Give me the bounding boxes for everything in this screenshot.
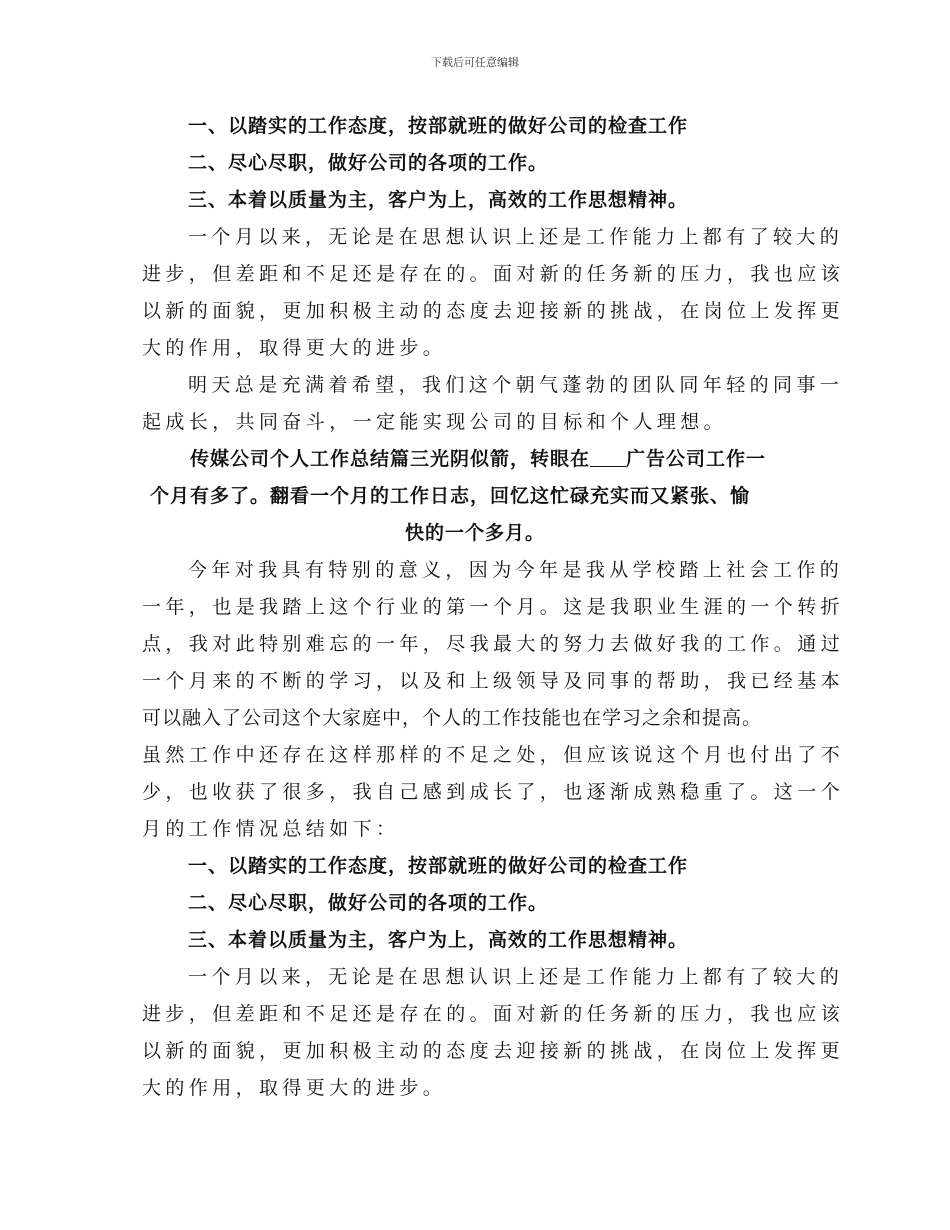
- paragraph-line: 少，也收获了很多，我自己感到成长了，也逐渐成熟稳重了。这一个: [142, 781, 845, 803]
- paragraph-line: 一个月以来，无论是在思想认识上还是工作能力上都有了较大的: [188, 966, 844, 988]
- paragraph-line: 明天总是充满着希望，我们这个朝气蓬勃的团队同年轻的同事一: [188, 374, 844, 396]
- paragraph-line: 月的工作情况总结如下：: [142, 818, 400, 840]
- section-title-line: 个月有多了。翻看一个月的工作日志，回忆这忙碌充实而又紧张、愉: [150, 485, 751, 507]
- fill-in-blank: [590, 446, 626, 467]
- paragraph-line: 虽然工作中还存在这样那样的不足之处，但应该说这个月也付出了不: [142, 744, 845, 766]
- section-title-after-blank: 广告公司工作一: [626, 448, 767, 470]
- list-item: 三、本着以质量为主，客户为上，高效的工作思想精神。: [188, 189, 689, 211]
- paragraph-line: 大的作用，取得更大的进步。: [142, 337, 447, 359]
- paragraph-line: 点，我对此特别难忘的一年，尽我最大的努力去做好我的工作。通过: [142, 633, 845, 655]
- paragraph-line: 进步，但差距和不足还是存在的。面对新的任务新的压力，我也应该: [142, 263, 845, 285]
- paragraph-line: 进步，但差距和不足还是存在的。面对新的任务新的压力，我也应该: [142, 1003, 845, 1025]
- list-item: 二、尽心尽职，做好公司的各项的工作。: [188, 152, 549, 174]
- list-item: 二、尽心尽职，做好公司的各项的工作。: [188, 892, 549, 914]
- paragraph-line: 可以融入了公司这个大家庭中，个人的工作技能也在学习之余和提高。: [142, 707, 763, 729]
- document-body: [142, 108, 845, 1107]
- paragraph-line: 一个月来的不断的学习，以及和上级领导及同事的帮助，我已经基本: [142, 670, 845, 692]
- list-item: 三、本着以质量为主，客户为上，高效的工作思想精神。: [188, 929, 689, 951]
- section-title-line: 快的一个多月。: [404, 522, 545, 544]
- list-item: 一、以踏实的工作态度，按部就班的做好公司的检查工作: [188, 855, 689, 877]
- paragraph-line: 大的作用，取得更大的进步。: [142, 1077, 447, 1099]
- paragraph-line: 以新的面貌，更加积极主动的态度去迎接新的挑战，在岗位上发挥更: [142, 300, 845, 322]
- paragraph-line: 今年对我具有特别的意义，因为今年是我从学校踏上社会工作的: [188, 559, 844, 581]
- paragraph-line: 一年，也是我踏上这个行业的第一个月。这是我职业生涯的一个转折: [142, 596, 845, 618]
- page-header: 下载后可任意编辑: [431, 56, 519, 69]
- paragraph-line: 一个月以来，无论是在思想认识上还是工作能力上都有了较大的: [188, 226, 844, 248]
- paragraph-line: 起成长，共同奋斗，一定能实现公司的目标和个人理想。: [142, 411, 728, 433]
- paragraph-line: 以新的面貌，更加积极主动的态度去迎接新的挑战，在岗位上发挥更: [142, 1040, 845, 1062]
- section-title-before-blank: 传媒公司个人工作总结篇三光阴似箭，转眼在: [190, 448, 591, 470]
- section-title-line: [142, 441, 808, 478]
- list-item: 一、以踏实的工作态度，按部就班的做好公司的检查工作: [188, 115, 689, 137]
